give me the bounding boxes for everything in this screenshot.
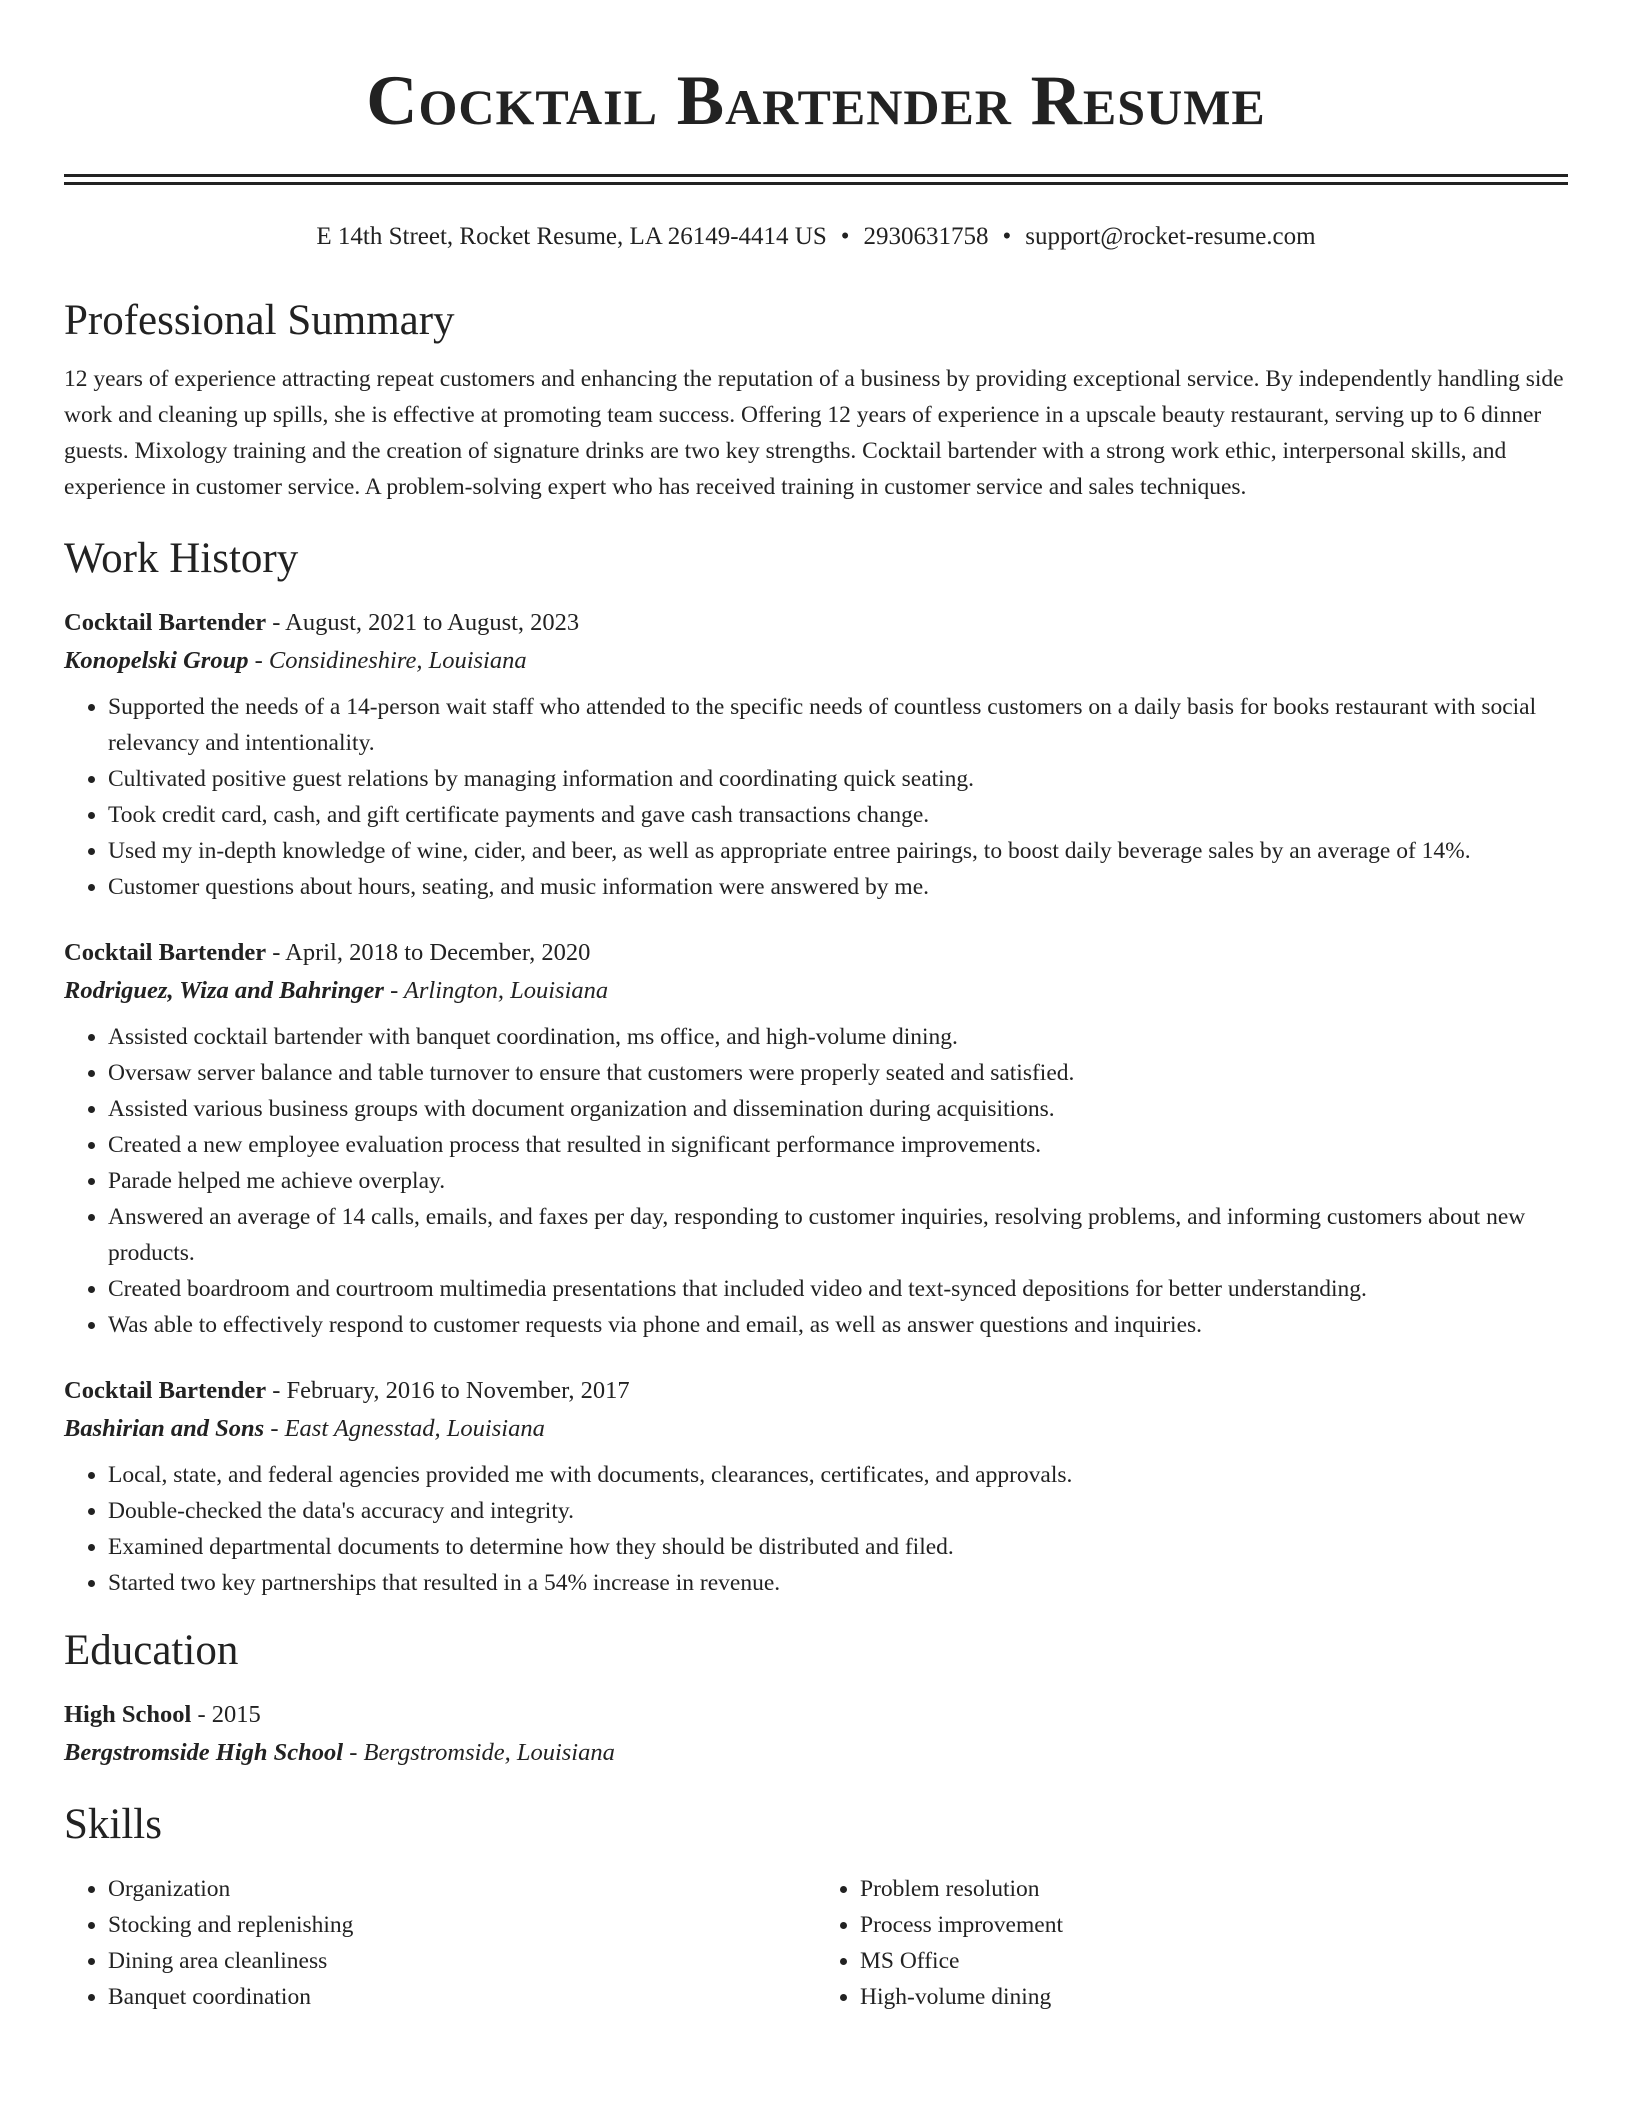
school-name: Bergstromside High School [64, 1739, 344, 1766]
list-item: • Started two key partnerships that resulted in a 54% increase in revenue. [108, 1565, 1568, 1601]
job-dates: - February, 2016 to November, 2017 [266, 1377, 630, 1404]
job-title-line [64, 1373, 1568, 1409]
list-item: • Used my in-depth knowledge of wine, cider, and beer, as well as appropriate entree pairings, to boost daily beverage sales by an average of 14%. [108, 833, 1568, 869]
skill-item: • Dining area cleanliness [108, 1943, 816, 1979]
list-item: • Examined departmental documents to determine how they should be distributed and filed. [108, 1529, 1568, 1565]
summary-heading: Professional Summary [64, 297, 455, 344]
job-bullets [64, 1019, 1568, 1343]
employer-line [64, 1409, 1568, 1449]
job-entry [64, 1373, 1568, 1601]
employer-name: Rodriguez, Wiza and Bahringer [64, 977, 384, 1004]
education-heading: Education [64, 1627, 239, 1674]
title-divider [64, 174, 1568, 185]
job-bullets [64, 689, 1568, 905]
skill-item: • Stocking and replenishing [108, 1907, 816, 1943]
contact-address: E 14th Street, Rocket Resume, LA 26149-4414 US [316, 223, 827, 250]
list-item: • Supported the needs of a 14-person wait staff who attended to the specific needs of countless customers on a daily basis for books restaurant with social relevancy and intentionality. [108, 689, 1568, 761]
job-title: Cocktail Bartender [64, 609, 267, 636]
skill-item: • Organization [108, 1871, 816, 1907]
list-item: • Created boardroom and courtroom multimedia presentations that included video and text-synced depositions for better understanding. [108, 1271, 1568, 1307]
employer-line [64, 971, 1568, 1011]
skills-heading: Skills [64, 1801, 162, 1848]
list-item: • Oversaw server balance and table turnover to ensure that customers were properly seated and satisfied. [108, 1055, 1568, 1091]
summary-text: 12 years of experience attracting repeat customers and enhancing the reputation of a business by providing exceptional service. By independently handling side work and cleaning up spills, she is effective at promoting team success. Offering 12 years of experience in a upscale beauty restaurant, serving up to 6 dinner guests. Mixology training and the creation of signature drinks are two key strengths. Cocktail bartender with a strong work ethic, interpersonal skills, and experience in customer service. A problem-solving expert who has received training in customer service and sales techniques. [64, 366, 1564, 500]
school-line [64, 1733, 1568, 1773]
employer-location: - Arlington, Louisiana [383, 977, 609, 1004]
degree: High School [64, 1701, 192, 1728]
employer-location: - Considineshire, Louisiana [248, 647, 527, 674]
job-title: Cocktail Bartender [64, 939, 267, 966]
job-dates: - April, 2018 to December, 2020 [266, 939, 591, 966]
resume-title: Cocktail Bartender Resume [366, 62, 1266, 140]
job-entry [64, 605, 1568, 905]
list-item: • Cultivated positive guest relations by managing information and coordinating quick seating. [108, 761, 1568, 797]
skills-columns [64, 1871, 1568, 2015]
work-history-heading: Work History [64, 535, 299, 582]
employer-name: Konopelski Group [64, 647, 249, 674]
employer-name: Bashirian and Sons [64, 1415, 265, 1442]
skill-item: • MS Office [860, 1943, 1568, 1979]
skills-right-column [816, 1871, 1568, 2015]
employer-line [64, 641, 1568, 681]
skill-item: • Banquet coordination [108, 1979, 816, 2015]
job-bullets [64, 1457, 1568, 1601]
skill-item: • Process improvement [860, 1907, 1568, 1943]
contact-separator: • [840, 223, 850, 250]
degree-line [64, 1697, 1568, 1733]
list-item: • Assisted various business groups with document organization and dissemination during acquisitions. [108, 1091, 1568, 1127]
school-location: - Bergstromside, Louisiana [343, 1739, 615, 1766]
employer-location: - East Agnesstad, Louisiana [264, 1415, 545, 1442]
list-item: • Created a new employee evaluation process that resulted in significant performance improvements. [108, 1127, 1568, 1163]
job-dates: - August, 2021 to August, 2023 [266, 609, 580, 636]
job-title: Cocktail Bartender [64, 1377, 267, 1404]
list-item: • Local, state, and federal agencies provided me with documents, clearances, certificates, and approvals. [108, 1457, 1568, 1493]
contact-separator: • [1002, 223, 1012, 250]
education-entry [64, 1697, 1568, 1773]
list-item: • Took credit card, cash, and gift certificate payments and gave cash transactions change. [108, 797, 1568, 833]
skill-item: • Problem resolution [860, 1871, 1568, 1907]
list-item: • Customer questions about hours, seating, and music information were answered by me. [108, 869, 1568, 905]
graduation-year: - 2015 [191, 1701, 261, 1728]
list-item: • Double-checked the data's accuracy and integrity. [108, 1493, 1568, 1529]
list-item: • Answered an average of 14 calls, emails, and faxes per day, responding to customer inquiries, resolving problems, and informing customers about new products. [108, 1199, 1568, 1271]
list-item: • Assisted cocktail bartender with banquet coordination, ms office, and high-volume dining. [108, 1019, 1568, 1055]
job-title-line [64, 935, 1568, 971]
contact-email: support@rocket-resume.com [1025, 223, 1316, 250]
job-title-line [64, 605, 1568, 641]
skills-left-column [64, 1871, 816, 2015]
skill-item: • High-volume dining [860, 1979, 1568, 2015]
contact-phone: 2930631758 [863, 223, 989, 250]
job-entry [64, 935, 1568, 1343]
contact-line [64, 221, 1568, 253]
list-item: • Was able to effectively respond to customer requests via phone and email, as well as answer questions and inquiries. [108, 1307, 1568, 1343]
list-item: • Parade helped me achieve overplay. [108, 1163, 1568, 1199]
